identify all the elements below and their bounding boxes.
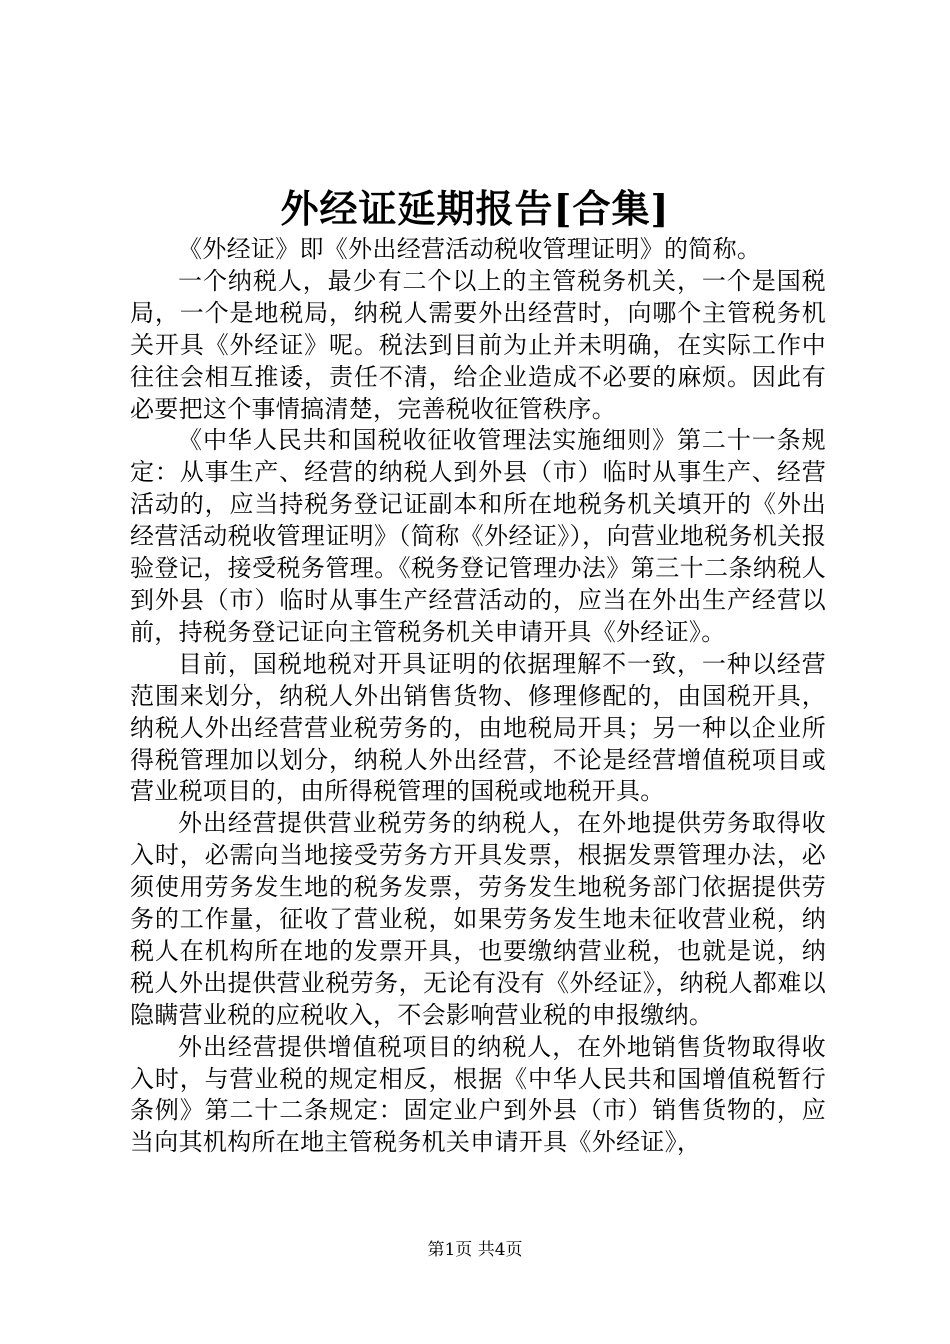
paragraph: 外出经营提供增值税项目的纳税人，在外地销售货物取得收入时，与营业税的规定相反，根据《中华人民共和国增值税暂行条例》第二十二条规定：固定业户到外县（市）销售货物的，应当向其机构所在地主管税务机关申请开具《外经证》， — [130, 1032, 826, 1157]
paragraph: 目前，国税地税对开具证明的依据理解不一致，一种以经营范围来划分，纳税人外出销售货物、修理修配的，由国税开具，纳税人外出经营营业税劳务的，由地税局开具；另一种以企业所得税管理加以划分，纳税人外出经营，不论是经营增值税项目或营业税项目的，由所得税管理的国税或地税开具。 — [130, 649, 826, 806]
paragraph: 《中华人民共和国税收征收管理法实施细则》第二十一条规定：从事生产、经营的纳税人到外县（市）临时从事生产、经营活动的，应当持税务登记证副本和所在地税务机关填开的《外出经营活动税收管理证明》（简称《外经证》），向营业地税务机关报验登记，接受税务管理。《税务登记管理办法》第三十二条纳税人到外县（市）临时从事生产经营活动的，应当在外出生产经营以前，持税务登记证向主管税务机关申请开具《外经证》。 — [130, 426, 826, 646]
page-number-footer: 第1页 共4页 — [427, 1240, 523, 1260]
paragraph: 外出经营提供营业税劳务的纳税人，在外地提供劳务取得收入时，必需向当地接受劳务方开具发票，根据发票管理办法，必须使用劳务发生地的税务发票，劳务发生地税务部门依据提供劳务的工作量，征收了营业税，如果劳务发生地未征收营业税，纳税人在机构所在地的发票开具，也要缴纳营业税，也就是说，纳税人外出提供营业税劳务，无论有没有《外经证》，纳税人都难以隐瞒营业税的应税收入，不会影响营业税的申报缴纳。 — [130, 809, 826, 1029]
paragraph: 《外经证》即《外出经营活动税收管理证明》的简称。 — [178, 235, 762, 263]
document-body — [130, 234, 826, 1159]
page-title: 外经证延期报告[合集] — [280, 186, 670, 231]
paragraph: 一个纳税人，最少有二个以上的主管税务机关，一个是国税局，一个是地税局，纳税人需要外出经营时，向哪个主管税务机关开具《外经证》呢。税法到目前为止并未明确，在实际工作中往往会相互推诿，责任不清，给企业造成不必要的麻烦。因此有必要把这个事情搞清楚，完善税收征管秩序。 — [130, 266, 826, 423]
